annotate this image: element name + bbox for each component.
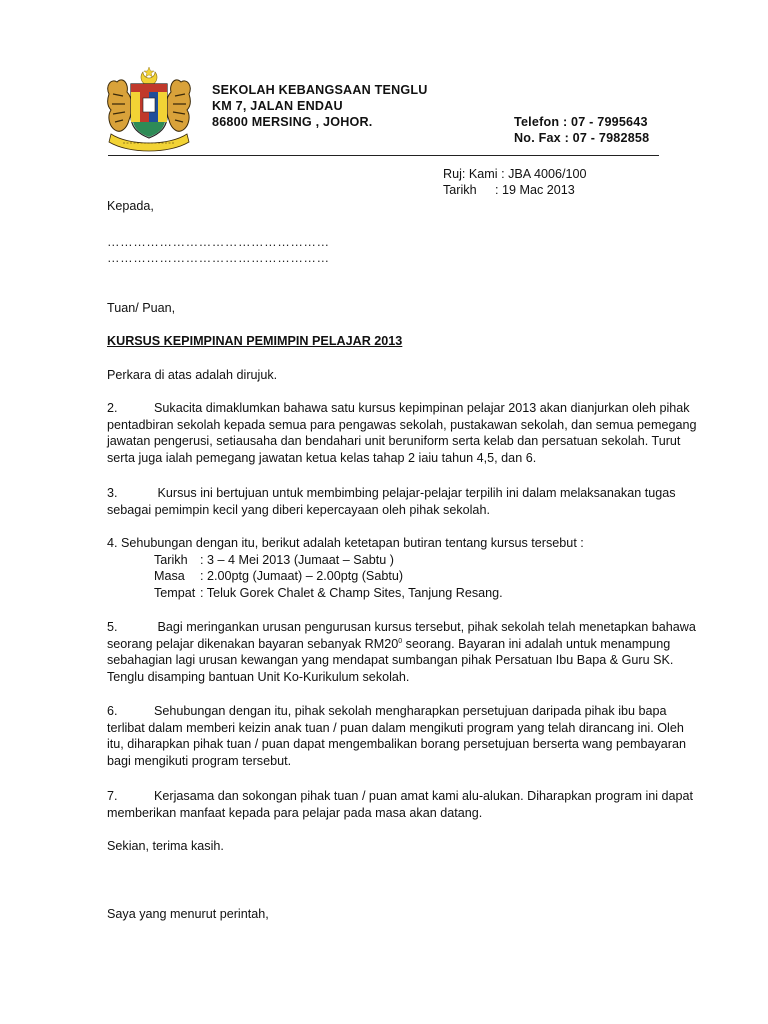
paragraph-line: serta juga ialah pemegang jawatan ketua kelas tahap 2 iaiu tahun 4,5, dan 6. xyxy=(107,450,537,465)
paragraph-number: 6. xyxy=(107,704,118,718)
telefon-number: Telefon : 07 - 7995643 xyxy=(514,115,648,129)
detail-row-tarikh xyxy=(107,552,675,569)
closing-line: Sekian, terima kasih. xyxy=(107,839,224,853)
detail-value: : 3 – 4 Mei 2013 (Jumaat – Sabtu ) xyxy=(200,552,394,567)
recipient-line-2: …………………………………………… xyxy=(107,251,330,265)
coat-of-arms-crest xyxy=(103,64,195,154)
paragraph-line: Tenglu disamping bantuan Unit Ko-Kurikulum sekolah. xyxy=(107,669,410,684)
letter-date xyxy=(443,182,575,199)
intro-line: Perkara di atas adalah dirujuk. xyxy=(107,368,278,382)
recipient-label: Kepada, xyxy=(107,199,154,213)
paragraph-line: Kursus ini bertujuan untuk membimbing pelajar-pelajar terpilih ini dalam melaksanakan tugas xyxy=(154,486,676,500)
school-name: SEKOLAH KEBANGSAAN TENGLU xyxy=(212,83,428,97)
school-address-line2: 86800 MERSING , JOHOR. xyxy=(212,115,373,129)
recipient-line-1: …………………………………………… xyxy=(107,235,330,249)
fee-text: seorang pelajar dikenakan bayaran sebanyak RM20 xyxy=(107,636,399,651)
paragraph-line xyxy=(107,636,675,653)
paragraph-7 xyxy=(107,788,694,821)
letterhead-divider xyxy=(108,155,659,156)
paragraph-line: memberikan manfaat kepada para pelajar pada masa akan datang. xyxy=(107,805,483,820)
school-address-line1: KM 7, JALAN ENDAU xyxy=(212,99,343,113)
paragraph-line: sebagai pemimpin kecil yang diberi kepercayaan oleh pihak sekolah. xyxy=(107,502,490,517)
letter-subject: KURSUS KEPIMPINAN PEMIMPIN PELAJAR 2013 xyxy=(107,334,403,348)
reference-number: Ruj: Kami : JBA 4006/100 xyxy=(443,167,587,181)
date-value: : 19 Mac 2013 xyxy=(495,183,575,197)
paragraph-line: Kerjasama dan sokongan pihak tuan / puan amat kami alu-alukan. Diharapkan program ini dapat xyxy=(154,789,694,803)
detail-label: Masa xyxy=(154,569,185,583)
paragraph-line: Sehubungan dengan itu, pihak sekolah mengharapkan persetujuan daripada pihak ibu bapa xyxy=(154,704,667,718)
paragraph-2 xyxy=(107,400,697,466)
paragraph-5 xyxy=(107,619,696,685)
paragraph-number: 3. xyxy=(107,486,118,500)
date-label: Tarikh xyxy=(443,183,477,197)
paragraph-line: terlibat dalam memberi keizin anak tuan / puan dalam mengikuti program yang telah dirancang ini. Oleh xyxy=(107,720,684,735)
paragraph-line: Bagi meringankan urusan pengurusan kursus tersebut, pihak sekolah telah menetapkan bahawa xyxy=(154,620,696,634)
paragraph-3 xyxy=(107,485,675,518)
paragraph-line: itu, diharapkan pihak tuan / puan dapat mengembalikan borang persetujuan berserta wang pembayaran xyxy=(107,737,687,751)
fee-superscript: 0 xyxy=(398,637,403,645)
detail-row-masa xyxy=(107,568,675,585)
paragraph-number: 7. xyxy=(107,789,118,803)
detail-row-tempat xyxy=(107,585,675,602)
paragraph-line: sebahagian lagi urusan kewangan yang mendapat sumbangan pihak Persatuan Ibu Bapa & Guru SK. xyxy=(107,653,674,667)
detail-value: : 2.00ptg (Jumaat) – 2.00ptg (Sabtu) xyxy=(200,569,404,583)
salutation: Tuan/ Puan, xyxy=(107,301,176,315)
fee-text-after: seorang. Bayaran ini adalah untuk menampung xyxy=(402,636,671,651)
paragraph-line: Sukacita dimaklumkan bahawa satu kursus kepimpinan pelajar 2013 akan dianjurkan oleh pihak xyxy=(154,401,690,415)
detail-label: Tempat xyxy=(154,585,196,600)
paragraph-number: 2. xyxy=(107,401,118,415)
paragraph-line: 4. Sehubungan dengan itu, berikut adalah ketetapan butiran tentang kursus tersebut : xyxy=(107,536,584,550)
fax-number: No. Fax : 07 - 7982858 xyxy=(514,131,650,145)
paragraph-number: 5. xyxy=(107,620,118,634)
paragraph-line: jawatan pengerusi, setiausaha dan bendahari unit beruniform serta kelab dan persatuan sekolah. Turut xyxy=(107,434,681,448)
paragraph-line: bagi mengikuti program tersebut. xyxy=(107,753,292,768)
detail-value: : Teluk Gorek Chalet & Champ Sites, Tanjung Resang. xyxy=(200,585,503,600)
signoff-line: Saya yang menurut perintah, xyxy=(107,907,269,921)
detail-label: Tarikh xyxy=(154,552,188,567)
paragraph-6 xyxy=(107,703,687,769)
paragraph-line: pentadbiran sekolah kepada semua para pengawas sekolah, pustakawan sekolah, dan semua pemegang xyxy=(107,417,697,432)
paragraph-4 xyxy=(107,535,675,601)
